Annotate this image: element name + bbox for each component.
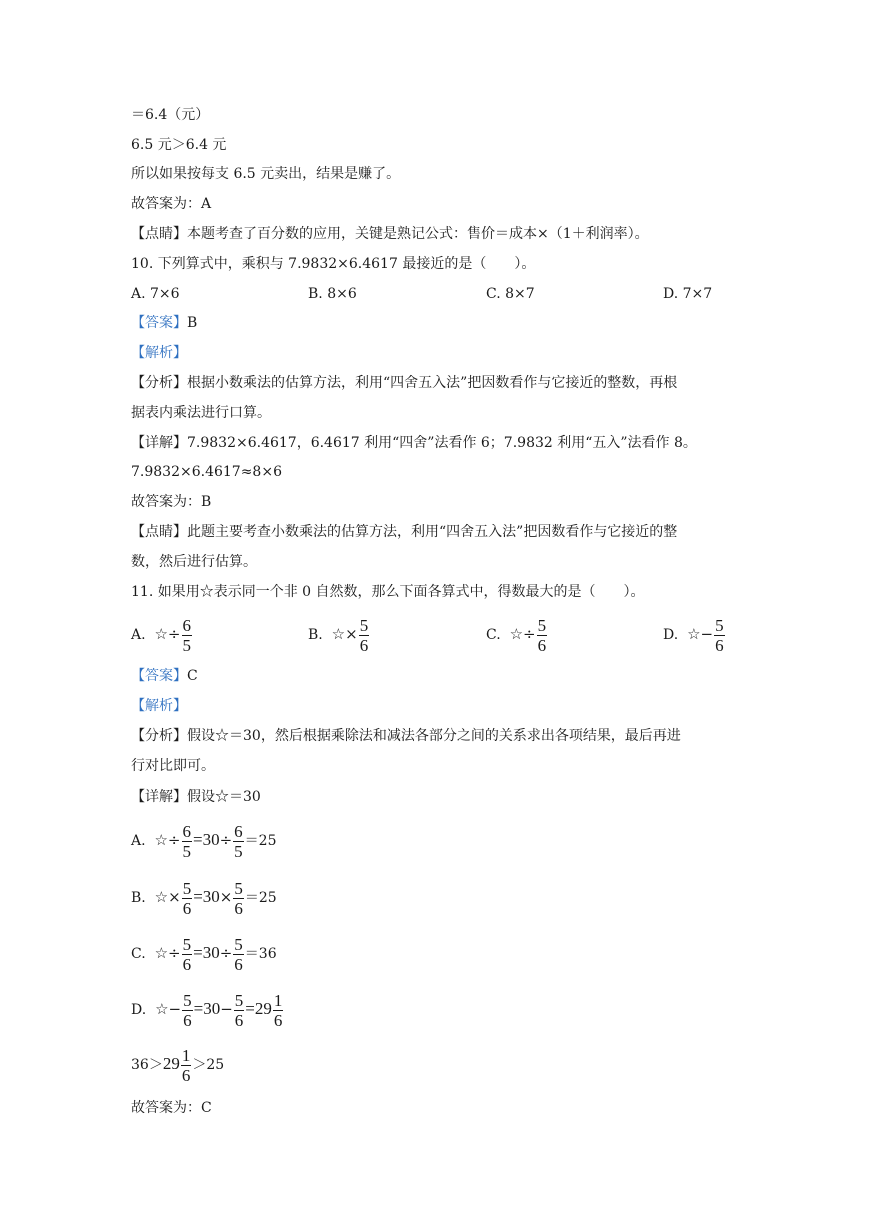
fraction: [233, 880, 244, 917]
answer-value: C: [187, 668, 198, 684]
fraction: [233, 823, 244, 860]
q10-option-a: A. 7×6: [131, 286, 180, 302]
calc-b: [131, 875, 277, 920]
star-symbol: ☆: [331, 625, 346, 643]
operator: ÷: [219, 831, 233, 849]
option-label: A.: [131, 833, 146, 849]
compare-whole: 29: [162, 1054, 180, 1073]
operator: −: [700, 625, 714, 643]
fenxi-10-line1: 【分析】根据小数乘法的估算方法，利用“四舍五入法”把因数看作与它接近的整数，再根: [131, 375, 678, 391]
compare-left: 36＞: [131, 1057, 163, 1073]
denominator: 6: [359, 635, 369, 655]
dianjing-10-line2: 数，然后进行估算。: [131, 554, 257, 570]
operator: ×: [168, 888, 181, 906]
numerator: 1: [181, 1045, 191, 1065]
answer-tag: 【答案】: [131, 315, 187, 331]
fraction: [359, 617, 370, 654]
q11-option-d: [663, 612, 726, 657]
answer-value: B: [187, 315, 198, 331]
answer-tag: 【答案】: [131, 668, 187, 684]
operator: ÷: [523, 625, 536, 643]
numerator: 5: [234, 934, 243, 954]
fraction: [537, 617, 548, 654]
fraction: [182, 880, 193, 917]
q11-option-a: [131, 612, 193, 657]
denominator: 5: [234, 841, 243, 861]
fraction: [714, 617, 725, 654]
answer-11: [131, 666, 198, 686]
star-symbol: ☆: [154, 888, 169, 906]
fraction: [182, 992, 193, 1029]
numerator: 6: [234, 821, 243, 841]
q10-option-c: C. 8×7: [486, 286, 535, 302]
answer-10: [131, 313, 197, 333]
base-value: 30: [202, 830, 220, 849]
result: ＝25: [244, 833, 277, 849]
xiangjie-10-line1: 【详解】7.9832×6.4617，6.4617 利用“四舍”法看作 6；7.9832 利用“五入”法看作 8。: [131, 435, 697, 451]
compare-right: ＞25: [192, 1057, 225, 1073]
xiangjie-10-line2: 7.9832×6.4617≈8×6: [131, 464, 282, 480]
line-answer-a: 故答案为：A: [131, 196, 212, 212]
equals: =: [193, 887, 203, 906]
equals: =: [245, 999, 255, 1018]
operator: ÷: [167, 625, 181, 643]
line-result: ＝6.4（元）: [131, 107, 210, 123]
q11-option-b: [308, 612, 370, 657]
line-conclusion: 所以如果按每支 6.5 元卖出，结果是赚了。: [131, 166, 401, 182]
q10-option-b: B. 8×6: [308, 286, 357, 302]
base-value: 30: [202, 943, 220, 962]
star-symbol: ☆: [509, 625, 524, 643]
result: ＝36: [244, 946, 277, 962]
star-symbol: ☆: [154, 831, 168, 849]
operator: ÷: [167, 831, 181, 849]
equals: =: [193, 943, 203, 962]
line-dianjing-9: 【点睛】本题考查了百分数的应用，关键是熟记公式：售价＝成本×（1＋利润率）。: [131, 226, 649, 242]
question-11: 11. 如果用☆表示同一个非 0 自然数，那么下面各算式中，得数最大的是（ ）。: [131, 584, 645, 600]
answer-10-final: 故答案为：B: [131, 494, 212, 510]
numerator: 5: [183, 990, 192, 1010]
calc-a: [131, 818, 277, 863]
option-label: C.: [486, 627, 501, 643]
option-label: B.: [131, 890, 146, 906]
numerator: 5: [537, 615, 547, 635]
fraction: [233, 936, 244, 973]
denominator: 6: [273, 1010, 283, 1030]
line-compare-price: 6.5 元＞6.4 元: [131, 137, 227, 153]
fenxi-11-line1: 【分析】假设☆＝30，然后根据乘除法和减法各部分之间的关系求出各项结果，最后再进: [131, 728, 681, 744]
fraction: [182, 617, 193, 654]
denominator: 6: [234, 898, 243, 918]
result-whole: 29: [254, 999, 272, 1018]
xiangjie-11: 【详解】假设☆＝30: [131, 789, 261, 805]
operator: ×: [345, 625, 358, 643]
denominator: 6: [182, 898, 192, 918]
denominator: 6: [183, 1010, 192, 1030]
dianjing-10-line1: 【点睛】此题主要考查小数乘法的估算方法，利用“四舍五入法”把因数看作与它接近的整: [131, 524, 678, 540]
option-label: D.: [663, 627, 679, 643]
calc-d: [131, 987, 284, 1032]
denominator: 6: [234, 1010, 244, 1030]
fenxi-11-line2: 行对比即可。: [131, 758, 215, 774]
compare-line: [131, 1042, 224, 1087]
operator: ÷: [219, 944, 233, 962]
numerator: 6: [182, 821, 191, 841]
operator: −: [220, 1000, 233, 1018]
fenxi-10-line2: 据表内乘法进行口算。: [131, 405, 271, 421]
base-value: 30: [203, 999, 221, 1018]
result: ＝25: [244, 890, 277, 906]
star-symbol: ☆: [154, 625, 168, 643]
compare-fraction: [181, 1047, 192, 1084]
result-fraction: [273, 992, 284, 1029]
denominator: 6: [182, 954, 192, 974]
equals: =: [193, 999, 204, 1018]
numerator: 5: [359, 615, 369, 635]
numerator: 5: [234, 878, 243, 898]
denominator: 5: [182, 841, 191, 861]
numerator: 1: [273, 990, 283, 1010]
denominator: 5: [182, 635, 191, 655]
star-symbol: ☆: [687, 625, 701, 643]
q10-option-d: D. 7×7: [663, 286, 713, 302]
numerator: 6: [182, 615, 191, 635]
option-label: B.: [308, 627, 323, 643]
fraction: [234, 992, 245, 1029]
equals: =: [193, 830, 203, 849]
numerator: 5: [234, 990, 244, 1010]
star-symbol: ☆: [155, 1000, 169, 1018]
operator: ×: [219, 888, 233, 906]
option-label: C.: [131, 946, 146, 962]
answer-11-final: 故答案为：C: [131, 1100, 212, 1116]
operator: ÷: [168, 944, 181, 962]
jiexi-11: 【解析】: [131, 698, 187, 714]
numerator: 5: [715, 615, 724, 635]
calc-c: [131, 931, 277, 976]
denominator: 6: [715, 635, 724, 655]
option-label: A.: [131, 627, 146, 643]
denominator: 6: [537, 635, 547, 655]
operator: −: [168, 1000, 182, 1018]
denominator: 6: [234, 954, 243, 974]
fraction: [182, 823, 193, 860]
numerator: 5: [182, 878, 192, 898]
question-10: 10. 下列算式中，乘积与 7.9832×6.4617 最接近的是（ ）。: [131, 256, 536, 272]
denominator: 6: [181, 1065, 191, 1085]
numerator: 5: [182, 934, 192, 954]
option-label: D.: [131, 1002, 147, 1018]
q11-option-c: [486, 612, 548, 657]
base-value: 30: [202, 887, 220, 906]
jiexi-10: 【解析】: [131, 345, 187, 361]
fraction: [182, 936, 193, 973]
star-symbol: ☆: [154, 944, 169, 962]
